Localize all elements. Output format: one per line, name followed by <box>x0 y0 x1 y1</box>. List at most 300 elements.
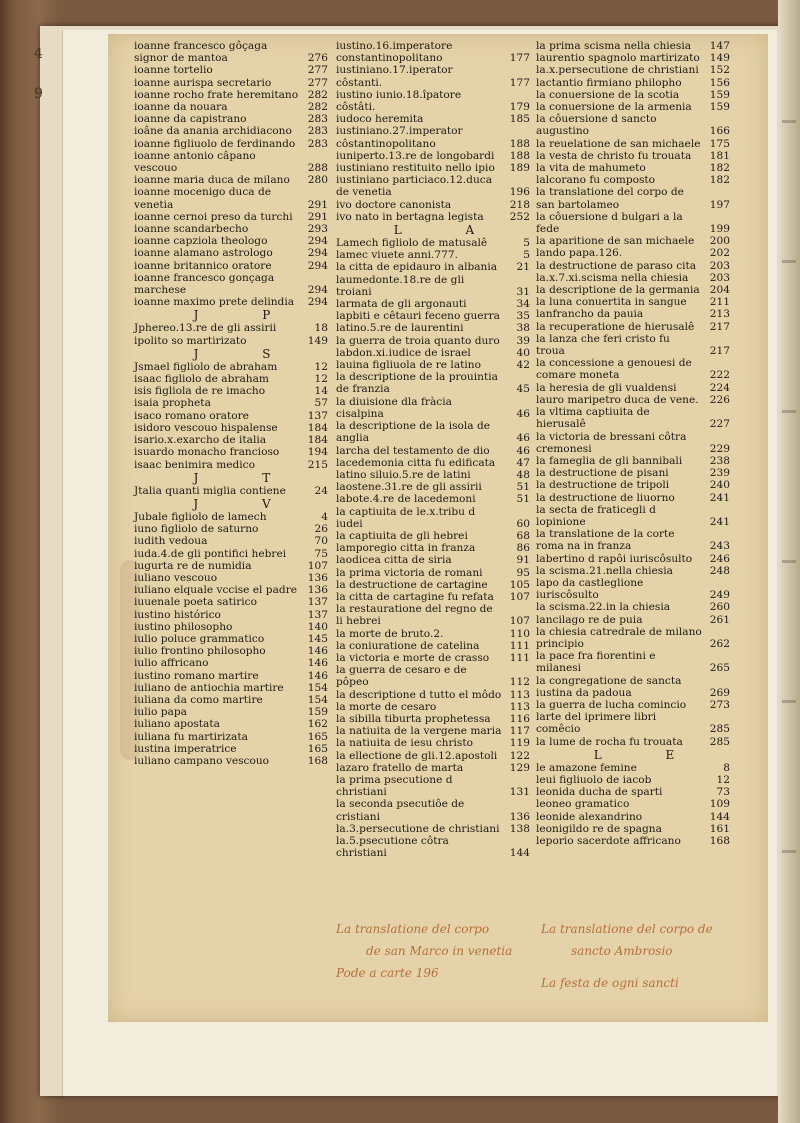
index-entry <box>134 64 330 76</box>
index-entry <box>134 670 330 682</box>
index-entry <box>134 260 330 272</box>
entry-page-number: 137 <box>307 596 328 609</box>
index-entry <box>134 694 330 706</box>
entry-page-number: 136 <box>307 571 328 584</box>
entry-page-number: 248 <box>709 564 730 577</box>
index-entry <box>536 553 732 565</box>
handwritten-line: La festa de ogni sancti <box>541 976 679 990</box>
entry-page-number: 113 <box>509 700 530 713</box>
entry-page-number: 47 <box>516 456 530 469</box>
entry-text: la natiuita de iesu christo <box>336 737 473 750</box>
entry-page-number: 147 <box>709 40 730 52</box>
index-entry <box>536 77 732 89</box>
entry-text: iustino romano martire <box>134 669 259 682</box>
page-edge-strip <box>778 0 800 1123</box>
entry-text: la sibilla tiburta prophetessa <box>336 712 491 725</box>
index-entry <box>536 333 732 357</box>
index-entry <box>134 223 330 235</box>
entry-text: ioanne francesco gonçaga marchese <box>134 271 275 297</box>
entry-page-number: 112 <box>509 676 530 689</box>
index-entry <box>336 481 532 493</box>
entry-page-number: 224 <box>709 381 730 394</box>
index-entry <box>134 361 330 373</box>
entry-text: la morte de bruto.2. <box>336 627 444 640</box>
entry-text: iustiniano particiaco.12.duca de venetia <box>336 174 493 199</box>
handwritten-line: La translatione del corpo <box>336 922 490 936</box>
entry-page-number: 117 <box>509 725 530 738</box>
index-entry <box>134 511 330 523</box>
entry-page-number: 165 <box>307 730 328 743</box>
index-entry <box>536 626 732 650</box>
index-entry <box>134 633 330 645</box>
entry-text: isaia propheta <box>134 397 211 410</box>
entry-page-number: 48 <box>516 468 530 481</box>
entry-page-number: 239 <box>709 467 730 480</box>
index-entry <box>536 89 732 101</box>
index-entry <box>336 174 532 198</box>
index-entry <box>134 645 330 657</box>
entry-page-number: 38 <box>516 322 530 335</box>
entry-text: la chiesia catredrale de milano principio <box>536 625 702 650</box>
index-entry <box>336 725 532 737</box>
entry-text: la destructione de liuorno <box>536 491 675 504</box>
entry-text: la destructione de cartagine <box>336 578 488 591</box>
entry-page-number: 95 <box>516 566 530 579</box>
index-entry <box>336 835 532 859</box>
entry-page-number: 70 <box>314 535 328 548</box>
index-entry <box>134 77 330 89</box>
entry-page-number: 283 <box>307 137 328 150</box>
index-entry <box>134 40 330 64</box>
entry-page-number: 241 <box>709 515 730 528</box>
letter-heading: J P <box>193 308 301 323</box>
entry-text: iustino histórico <box>134 608 221 621</box>
entry-page-number: 111 <box>509 639 530 652</box>
index-entry <box>134 247 330 259</box>
entry-text: labertino d rapôi iuriscôsulto <box>536 552 693 565</box>
handwritten-line: de san Marco in venetia <box>366 944 513 958</box>
entry-page-number: 129 <box>509 761 530 774</box>
index-entry <box>336 689 532 701</box>
index-entry <box>134 446 330 458</box>
index-entry <box>536 357 732 381</box>
index-entry <box>134 138 330 150</box>
entry-text: lalcorano fu composto <box>536 174 656 187</box>
index-entry <box>536 186 732 210</box>
entry-page-number: 261 <box>709 613 730 626</box>
entry-text: lamec viuete anni.777. <box>336 249 458 262</box>
index-entry <box>336 211 532 223</box>
entry-text: Jsmael figliolo de abraham <box>134 360 278 373</box>
entry-text: ivo doctore canonista <box>336 198 452 211</box>
entry-text: lactantio firmiano philopho <box>536 76 682 89</box>
entry-page-number: 229 <box>709 442 730 455</box>
entry-page-number: 252 <box>509 210 530 223</box>
index-entry <box>336 750 532 762</box>
entry-text: ioanne rocho frate heremitano <box>134 88 299 101</box>
entry-page-number: 42 <box>516 359 530 372</box>
index-entry <box>336 150 532 162</box>
letter-heading: J V <box>193 496 301 511</box>
index-entry <box>536 614 732 626</box>
entry-text: la translatione del corpo de san bartolameo <box>536 186 684 211</box>
entry-text: ioanne francesco gôçaga signor de mantoa <box>134 40 268 65</box>
entry-page-number: 273 <box>709 698 730 711</box>
index-entry <box>536 40 732 52</box>
index-entry <box>536 786 732 798</box>
entry-page-number: 159 <box>709 88 730 101</box>
entry-page-number: 188 <box>509 149 530 162</box>
index-entry <box>336 542 532 554</box>
index-entry <box>336 298 532 310</box>
margin-annotations <box>34 46 58 102</box>
entry-page-number: 21 <box>516 261 530 274</box>
entry-text: iulio frontino philosopho <box>134 645 266 658</box>
entry-text: ivo nato in bertagna legista <box>336 210 484 223</box>
entry-text: la.x.persecutione de christiani <box>536 64 699 77</box>
entry-page-number: 107 <box>307 559 328 572</box>
entry-page-number: 165 <box>307 742 328 755</box>
entry-page-number: 162 <box>307 718 328 731</box>
index-entry <box>536 260 732 272</box>
entry-page-number: 5 <box>523 237 530 250</box>
entry-text: la ellectione de gli.12.apostoli <box>336 749 498 762</box>
entry-text: la côuersione d bulgari a la fede <box>536 210 683 236</box>
entry-page-number: 184 <box>307 421 328 434</box>
index-entry <box>134 743 330 755</box>
entry-text: labdon.xi.iudice de israel <box>336 346 471 359</box>
index-entry <box>536 247 732 259</box>
entry-page-number: 116 <box>509 712 530 725</box>
entry-page-number: 146 <box>307 645 328 658</box>
entry-text: labote.4.re de lacedemoni <box>336 493 476 506</box>
entry-text: la congregatione de sancta iustina da padoua <box>536 674 682 699</box>
entry-page-number: 168 <box>709 835 730 847</box>
entry-text: isaac figliolo de abraham <box>134 373 269 386</box>
entry-page-number: 184 <box>307 434 328 447</box>
index-entry <box>536 394 732 406</box>
index-entry <box>336 64 532 88</box>
entry-text: leui figliuolo de iacob <box>536 773 652 786</box>
entry-page-number: 46 <box>516 432 530 445</box>
entry-text: iudoco heremita <box>336 113 424 126</box>
entry-text: la vltima captiuita de hierusalê <box>536 406 650 431</box>
entry-text: la.x.7.xi.scisma nella chiesia <box>536 271 689 284</box>
index-entry <box>134 150 330 174</box>
index-entry <box>536 650 732 674</box>
entry-page-number: 14 <box>314 385 328 398</box>
entry-page-number: 166 <box>709 125 730 138</box>
index-entry <box>336 664 532 688</box>
index-entry <box>336 652 532 664</box>
index-entry <box>536 406 732 430</box>
entry-page-number: 241 <box>709 491 730 504</box>
index-entry <box>336 591 532 603</box>
entry-page-number: 136 <box>509 810 530 823</box>
index-entry <box>536 835 732 847</box>
entry-text: la destructione de paraso cita <box>536 259 697 272</box>
entry-text: lacedemonia citta fu edificata <box>336 456 496 469</box>
entry-text: la recuperatione de hierusalê <box>536 320 695 333</box>
entry-page-number: 285 <box>709 723 730 736</box>
entry-text: iuuenale poeta satirico <box>134 596 257 609</box>
index-entry <box>134 125 330 137</box>
letter-heading: J T <box>193 470 301 485</box>
entry-page-number: 154 <box>307 681 328 694</box>
index-entry <box>134 272 330 296</box>
entry-page-number: 51 <box>516 481 530 494</box>
entry-page-number: 226 <box>709 393 730 406</box>
index-entry <box>536 798 732 810</box>
entry-page-number: 181 <box>709 149 730 162</box>
index-entry <box>536 162 732 174</box>
entry-text: la scisma.22.in la chiesia <box>536 601 671 614</box>
entry-page-number: 294 <box>307 247 328 260</box>
entry-text: la descriptione de la prouintia de franzia <box>336 371 498 396</box>
index-entry <box>336 469 532 481</box>
entry-text: iuliano elquale vccise el padre <box>134 584 298 597</box>
entry-page-number: 109 <box>709 798 730 811</box>
entry-text: lazaro fratello de marta <box>336 761 464 774</box>
letter-heading: L A <box>393 223 505 238</box>
entry-page-number: 194 <box>307 446 328 459</box>
index-entry <box>336 420 532 444</box>
entry-page-number: 243 <box>709 540 730 553</box>
entry-text: la seconda psecutiôe de cristiani <box>336 798 465 823</box>
entry-page-number: 24 <box>314 484 328 497</box>
index-entry <box>134 186 330 210</box>
entry-text: Jubale figliolo de lamech <box>134 510 267 523</box>
entry-page-number: 213 <box>709 308 730 321</box>
entry-text: la citta de cartagine fu refata <box>336 590 494 603</box>
entry-page-number: 291 <box>307 198 328 211</box>
entry-text: iustiniano restituito nello ipio <box>336 162 495 175</box>
entry-text: iustiniano.27.imperator côstantinopolitano <box>336 125 463 150</box>
entry-text: la restauratione del regno de li hebrei <box>336 603 493 628</box>
entry-text: la natiuita de la vergene maria <box>336 725 502 738</box>
entry-text: la lume de rocha fu trouata <box>536 735 683 748</box>
entry-text: la morte de cesaro <box>336 700 437 713</box>
index-entry <box>336 261 532 273</box>
entry-page-number: 294 <box>307 284 328 297</box>
index-entry <box>134 706 330 718</box>
entry-text: lando papa.126. <box>536 247 623 260</box>
index-entry <box>336 493 532 505</box>
entry-text: leoneo gramatico <box>536 798 630 811</box>
entry-page-number: 149 <box>709 52 730 65</box>
entry-text: larmata de gli argonauti <box>336 298 467 311</box>
entry-text: la prima psecutione d christiani <box>336 773 453 799</box>
entry-page-number: 35 <box>516 310 530 323</box>
entry-text: ioanne aurispa secretario <box>134 76 272 89</box>
entry-text: iulio affricano <box>134 657 209 670</box>
entry-text: la conuersione de la scotia <box>536 88 680 101</box>
entry-text: iuliano de antiochia martire <box>134 681 284 694</box>
index-entry <box>134 572 330 584</box>
entry-page-number: 159 <box>709 101 730 114</box>
entry-page-number: 161 <box>709 822 730 835</box>
entry-text: la scisma.21.nella chiesia <box>536 564 673 577</box>
entry-text: la luna conuertita in sangue <box>536 296 687 309</box>
entry-page-number: 39 <box>516 334 530 347</box>
entry-text: Jphereo.13.re de gli assirii <box>134 322 277 335</box>
index-entry <box>536 211 732 235</box>
entry-page-number: 46 <box>516 444 530 457</box>
entry-page-number: 159 <box>307 706 328 719</box>
entry-page-number: 294 <box>307 235 328 248</box>
index-entry <box>134 385 330 397</box>
entry-text: latino.5.re de laurentini <box>336 322 464 335</box>
index-entry <box>336 713 532 725</box>
entry-text: lapbiti e cêtauri feceno guerra <box>336 310 501 323</box>
index-entry <box>536 467 732 479</box>
entry-page-number: 12 <box>716 773 730 786</box>
entry-page-number: 146 <box>307 669 328 682</box>
index-entry <box>336 89 532 113</box>
entry-text: la lanza che feri cristo fu troua <box>536 332 670 358</box>
entry-text: ioanne figliuolo de ferdinando <box>134 137 296 150</box>
entry-page-number: 12 <box>314 360 328 373</box>
index-entry <box>134 211 330 223</box>
entry-page-number: 18 <box>314 322 328 335</box>
entry-page-number: 215 <box>307 458 328 471</box>
index-column-3 <box>536 40 732 847</box>
index-entry <box>336 567 532 579</box>
entry-text: la prima scisma nella chiesia <box>536 40 692 52</box>
entry-page-number: 282 <box>307 88 328 101</box>
entry-page-number: 294 <box>307 259 328 272</box>
index-entry <box>536 113 732 137</box>
entry-page-number: 45 <box>516 383 530 396</box>
index-entry <box>536 284 732 296</box>
letter-heading: J S <box>193 346 301 361</box>
entry-page-number: 57 <box>314 397 328 410</box>
index-entry <box>336 237 532 249</box>
entry-page-number: 227 <box>709 418 730 431</box>
index-entry <box>134 682 330 694</box>
entry-page-number: 280 <box>307 174 328 187</box>
entry-text: lapo da castleglione iuriscôsulto <box>536 576 644 602</box>
entry-page-number: 291 <box>307 210 328 223</box>
entry-text: la vita de mahumeto <box>536 162 646 175</box>
index-entry <box>336 762 532 774</box>
entry-text: ioanne maximo prete delindia <box>134 296 295 309</box>
entry-text: lauro maripetro duca de vene. <box>536 393 699 406</box>
entry-text: latino siluio.5.re de latini <box>336 468 471 481</box>
entry-text: iustino philosopho <box>134 620 233 633</box>
entry-page-number: 238 <box>709 454 730 467</box>
index-entry <box>134 523 330 535</box>
index-entry <box>536 382 732 394</box>
entry-text: laostene.31.re de gli assirii <box>336 481 482 494</box>
entry-page-number: 12 <box>314 373 328 386</box>
entry-page-number: 285 <box>709 735 730 748</box>
entry-text: iugurta re de numidia <box>134 559 252 572</box>
entry-page-number: 152 <box>709 64 730 77</box>
entry-page-number: 240 <box>709 479 730 492</box>
entry-page-number: 145 <box>307 632 328 645</box>
index-entry <box>134 89 330 101</box>
index-entry <box>134 113 330 125</box>
index-entry <box>536 601 732 613</box>
entry-text: iulio poluce grammatico <box>134 632 265 645</box>
index-entry <box>134 296 330 308</box>
index-entry <box>336 530 532 542</box>
index-entry <box>134 373 330 385</box>
entry-page-number: 182 <box>709 162 730 175</box>
entry-text: iustino.16.imperatore constantinopolitano <box>336 40 453 65</box>
entry-page-number: 283 <box>307 125 328 138</box>
index-entry <box>134 596 330 608</box>
entry-page-number: 111 <box>509 651 530 664</box>
entry-text: la translatione de la corte roma na in franza <box>536 528 675 553</box>
entry-page-number: 218 <box>509 198 530 211</box>
index-entry <box>134 657 330 669</box>
entry-page-number: 51 <box>516 493 530 506</box>
entry-page-number: 262 <box>709 637 730 650</box>
entry-text: la coniuratione de catelina <box>336 639 480 652</box>
entry-text: iustiniano.17.iperator côstanti. <box>336 64 453 89</box>
entry-page-number: 138 <box>509 822 530 835</box>
entry-text: iuliano vescouo <box>134 571 218 584</box>
handwritten-line: Pode a carte 196 <box>336 966 439 980</box>
entry-text: ioanne scandarbecho <box>134 223 249 236</box>
index-entry <box>536 504 732 528</box>
index-entry <box>134 101 330 113</box>
margin-number: 4 <box>34 46 43 62</box>
index-entry <box>134 235 330 247</box>
index-entry <box>536 138 732 150</box>
entry-page-number: 246 <box>709 552 730 565</box>
entry-text: le amazone femine <box>536 761 637 774</box>
index-entry <box>336 737 532 749</box>
entry-page-number: 276 <box>307 52 328 65</box>
handwritten-notes <box>336 918 736 990</box>
entry-page-number: 217 <box>709 320 730 333</box>
entry-page-number: 122 <box>509 749 530 762</box>
index-entry <box>336 199 532 211</box>
entry-page-number: 107 <box>509 615 530 628</box>
entry-text: la aparitione de san michaele <box>536 235 695 248</box>
index-entry <box>536 455 732 467</box>
entry-page-number: 5 <box>523 249 530 262</box>
entry-page-number: 105 <box>509 578 530 591</box>
entry-text: ioanne mocenigo duca de venetia <box>134 186 271 211</box>
entry-page-number: 156 <box>709 76 730 89</box>
index-entry <box>134 174 330 186</box>
entry-text: ioanne tortelio <box>134 64 213 77</box>
index-entry <box>536 823 732 835</box>
index-entry <box>336 40 532 64</box>
entry-text: la.5.psecutione côtra christiani <box>336 835 449 860</box>
entry-text: ioanne britannico oratore <box>134 259 272 272</box>
entry-text: la citta de epidauro in albania <box>336 261 498 274</box>
entry-page-number: 211 <box>709 296 730 309</box>
index-column-2 <box>336 40 532 859</box>
index-entry <box>536 321 732 333</box>
index-entry <box>134 459 330 471</box>
index-entry <box>536 431 732 455</box>
entry-page-number: 265 <box>709 662 730 675</box>
entry-page-number: 199 <box>709 223 730 236</box>
entry-text: la descriptione de la germania <box>536 284 700 297</box>
entry-page-number: 217 <box>709 345 730 358</box>
entry-page-number: 86 <box>516 542 530 555</box>
entry-text: ioanne alamano astrologo <box>134 247 273 260</box>
entry-text: la secta de fraticegli d lopinione <box>536 503 656 528</box>
entry-text: la vesta de christo fu trouata <box>536 149 692 162</box>
entry-page-number: 179 <box>509 101 530 114</box>
